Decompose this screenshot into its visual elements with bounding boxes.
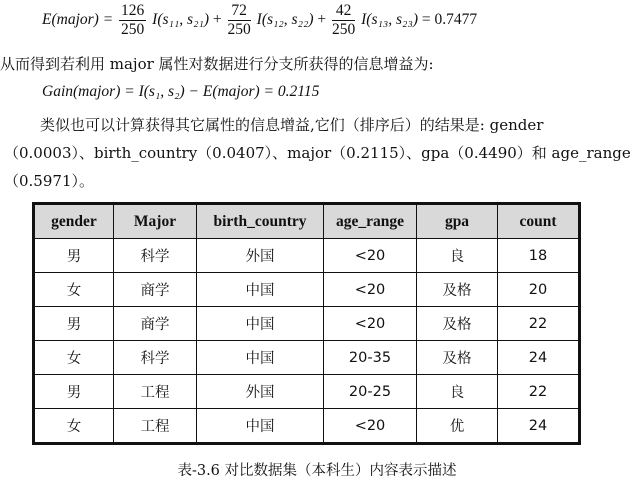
- formula-result: = 0.7477: [421, 11, 478, 29]
- col-header: gpa: [417, 204, 498, 239]
- table-cell: 良: [417, 375, 498, 409]
- formula-term-3: I(s₁₃, s₂₃): [361, 11, 418, 29]
- table-cell: 及格: [417, 307, 498, 341]
- plus-sign: +: [317, 11, 327, 29]
- plus-sign: +: [212, 11, 222, 29]
- table-cell: 20-25: [324, 375, 417, 409]
- table-cell: 工程: [114, 409, 197, 444]
- table-cell: 女: [34, 409, 114, 444]
- col-header: birth_country: [197, 204, 324, 239]
- table-cell: 20-35: [324, 341, 417, 375]
- table-cell: <20: [324, 273, 417, 307]
- entropy-formula: [42, 2, 477, 39]
- table-cell: 中国: [197, 341, 324, 375]
- table-cell: 外国: [197, 375, 324, 409]
- table-cell: 及格: [417, 273, 498, 307]
- col-header: age_range: [324, 204, 417, 239]
- fraction-1: $\frac{126}{250}$: [121, 2, 145, 38]
- table-cell: 20: [498, 273, 580, 307]
- fraction-2: $\frac{72}{250}$: [227, 2, 251, 38]
- table-cell: 优: [417, 409, 498, 444]
- table-cell: 外国: [197, 239, 324, 273]
- table-row: [34, 375, 580, 409]
- table-row: [34, 341, 580, 375]
- fraction-3: $\frac{42}{250}$: [332, 2, 356, 38]
- table-cell: 工程: [114, 375, 197, 409]
- data-table: [32, 202, 581, 445]
- table-cell: 商学: [114, 307, 197, 341]
- gain-formula: Gain(major) = I(s₁, s₂) − E(major) = 0.2115: [42, 83, 320, 100]
- table-cell: 24: [498, 409, 580, 444]
- intro-text: 从而得到若利用 major 属性对数据进行分支所获得的信息增益为:: [0, 55, 434, 73]
- table-cell: 良: [417, 239, 498, 273]
- table-cell: <20: [324, 239, 417, 273]
- col-header: gender: [34, 204, 114, 239]
- table-cell: <20: [324, 409, 417, 444]
- table-cell: 及格: [417, 341, 498, 375]
- table-cell: 中国: [197, 409, 324, 444]
- table-caption: 表-3.6 对比数据集（本科生）内容表示描述: [177, 463, 457, 479]
- table-cell: 男: [34, 375, 114, 409]
- col-header: count: [498, 204, 580, 239]
- formula-term-2: I(s₁₂, s₂₂): [256, 11, 314, 29]
- table-cell: 女: [34, 341, 114, 375]
- table-cell: 22: [498, 375, 580, 409]
- table-row: [34, 307, 580, 341]
- col-header: Major: [114, 204, 197, 239]
- table-cell: 男: [34, 239, 114, 273]
- paragraph-line-1: 类似也可以计算获得其它属性的信息增益,它们（排序后）的结果是: gender: [40, 116, 544, 134]
- formula-term-1: I(s₁₁, s₂₁): [152, 11, 210, 29]
- table-cell: 中国: [197, 307, 324, 341]
- paragraph-line-2: （0.0003）、birth_country（0.0407）、major（0.2115）、gpa（0.4490）和 age_range: [4, 144, 631, 162]
- table-cell: 女: [34, 273, 114, 307]
- table-cell: 商学: [114, 273, 197, 307]
- table-header-row: [34, 204, 580, 239]
- table-cell: 中国: [197, 273, 324, 307]
- formula-lhs: E(major) =: [42, 11, 114, 29]
- table-cell: 18: [498, 239, 580, 273]
- table-cell: 科学: [114, 341, 197, 375]
- table-cell: 24: [498, 341, 580, 375]
- table-row: [34, 239, 580, 273]
- table-cell: 男: [34, 307, 114, 341]
- table-row: [34, 409, 580, 444]
- table-cell: 22: [498, 307, 580, 341]
- table-cell: <20: [324, 307, 417, 341]
- table-cell: 科学: [114, 239, 197, 273]
- paragraph-line-3: （0.5971）。: [4, 172, 94, 190]
- table-row: [34, 273, 580, 307]
